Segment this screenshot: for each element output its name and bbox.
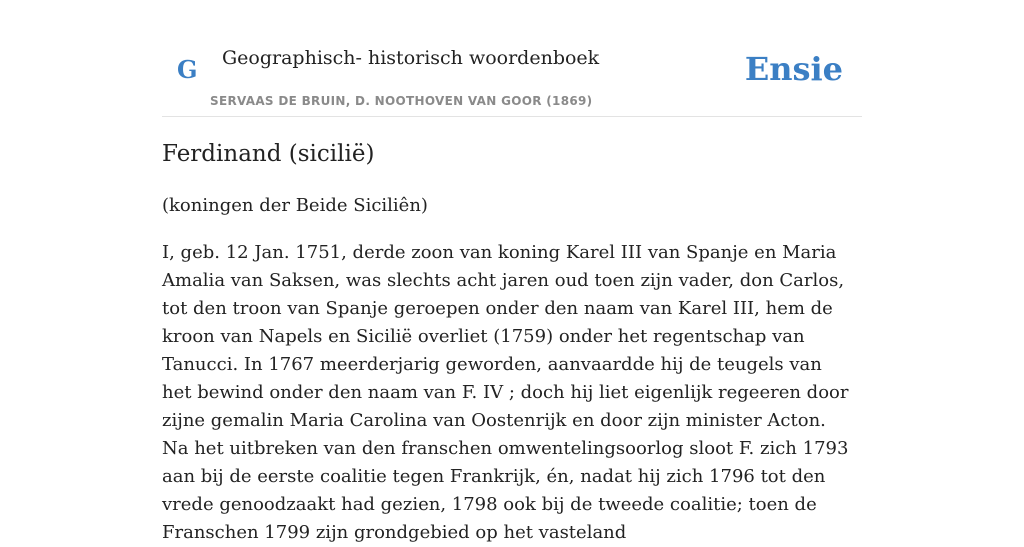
site-header (162, 0, 862, 117)
brand-logo[interactable]: Ensie (744, 50, 843, 88)
entry-content (162, 138, 852, 547)
book-title-link[interactable]: Geographisch- historisch woordenboek (222, 47, 600, 69)
book-authors: SERVAAS DE BRUIN, D. NOOTHOVEN VAN GOOR (1869) (210, 94, 593, 108)
book-logo[interactable]: G (177, 55, 198, 84)
entry-body: I, geb. 12 Jan. 1751, derde zoon van koning Karel III van Spanje en Maria Amalia van Saksen, was slechts acht jaren oud toen zijn vader, don Carlos, tot den troon van Spanje geroepen onder den naam van Karel III, hem de kroon van Napels en Sicilië overliet (1759) onder het regentschap van Tanucci. In 1767 meerderjarig geworden, aanvaardde hij de teugels van het bewind onder den naam van F. IV ; doch hij liet eigenlijk regeeren door zijne gemalin Maria Carolina van Oostenrijk en door zijn minister Acton. Na het uitbreken van den franschen omwentelingsoorlog sloot F. zich 1793 aan bij de eerste coalitie tegen Frankrijk, én, nadat hij zich 1796 tot den vrede genoodzaakt had gezien, 1798 ook bij de tweede coalitie; toen de Franschen 1799 zijn grondgebied op het vasteland (162, 242, 849, 543)
entry-subtitle: (koningen der Beide Siciliên) (162, 195, 428, 216)
entry-title: Ferdinand (sicilië) (162, 141, 375, 167)
